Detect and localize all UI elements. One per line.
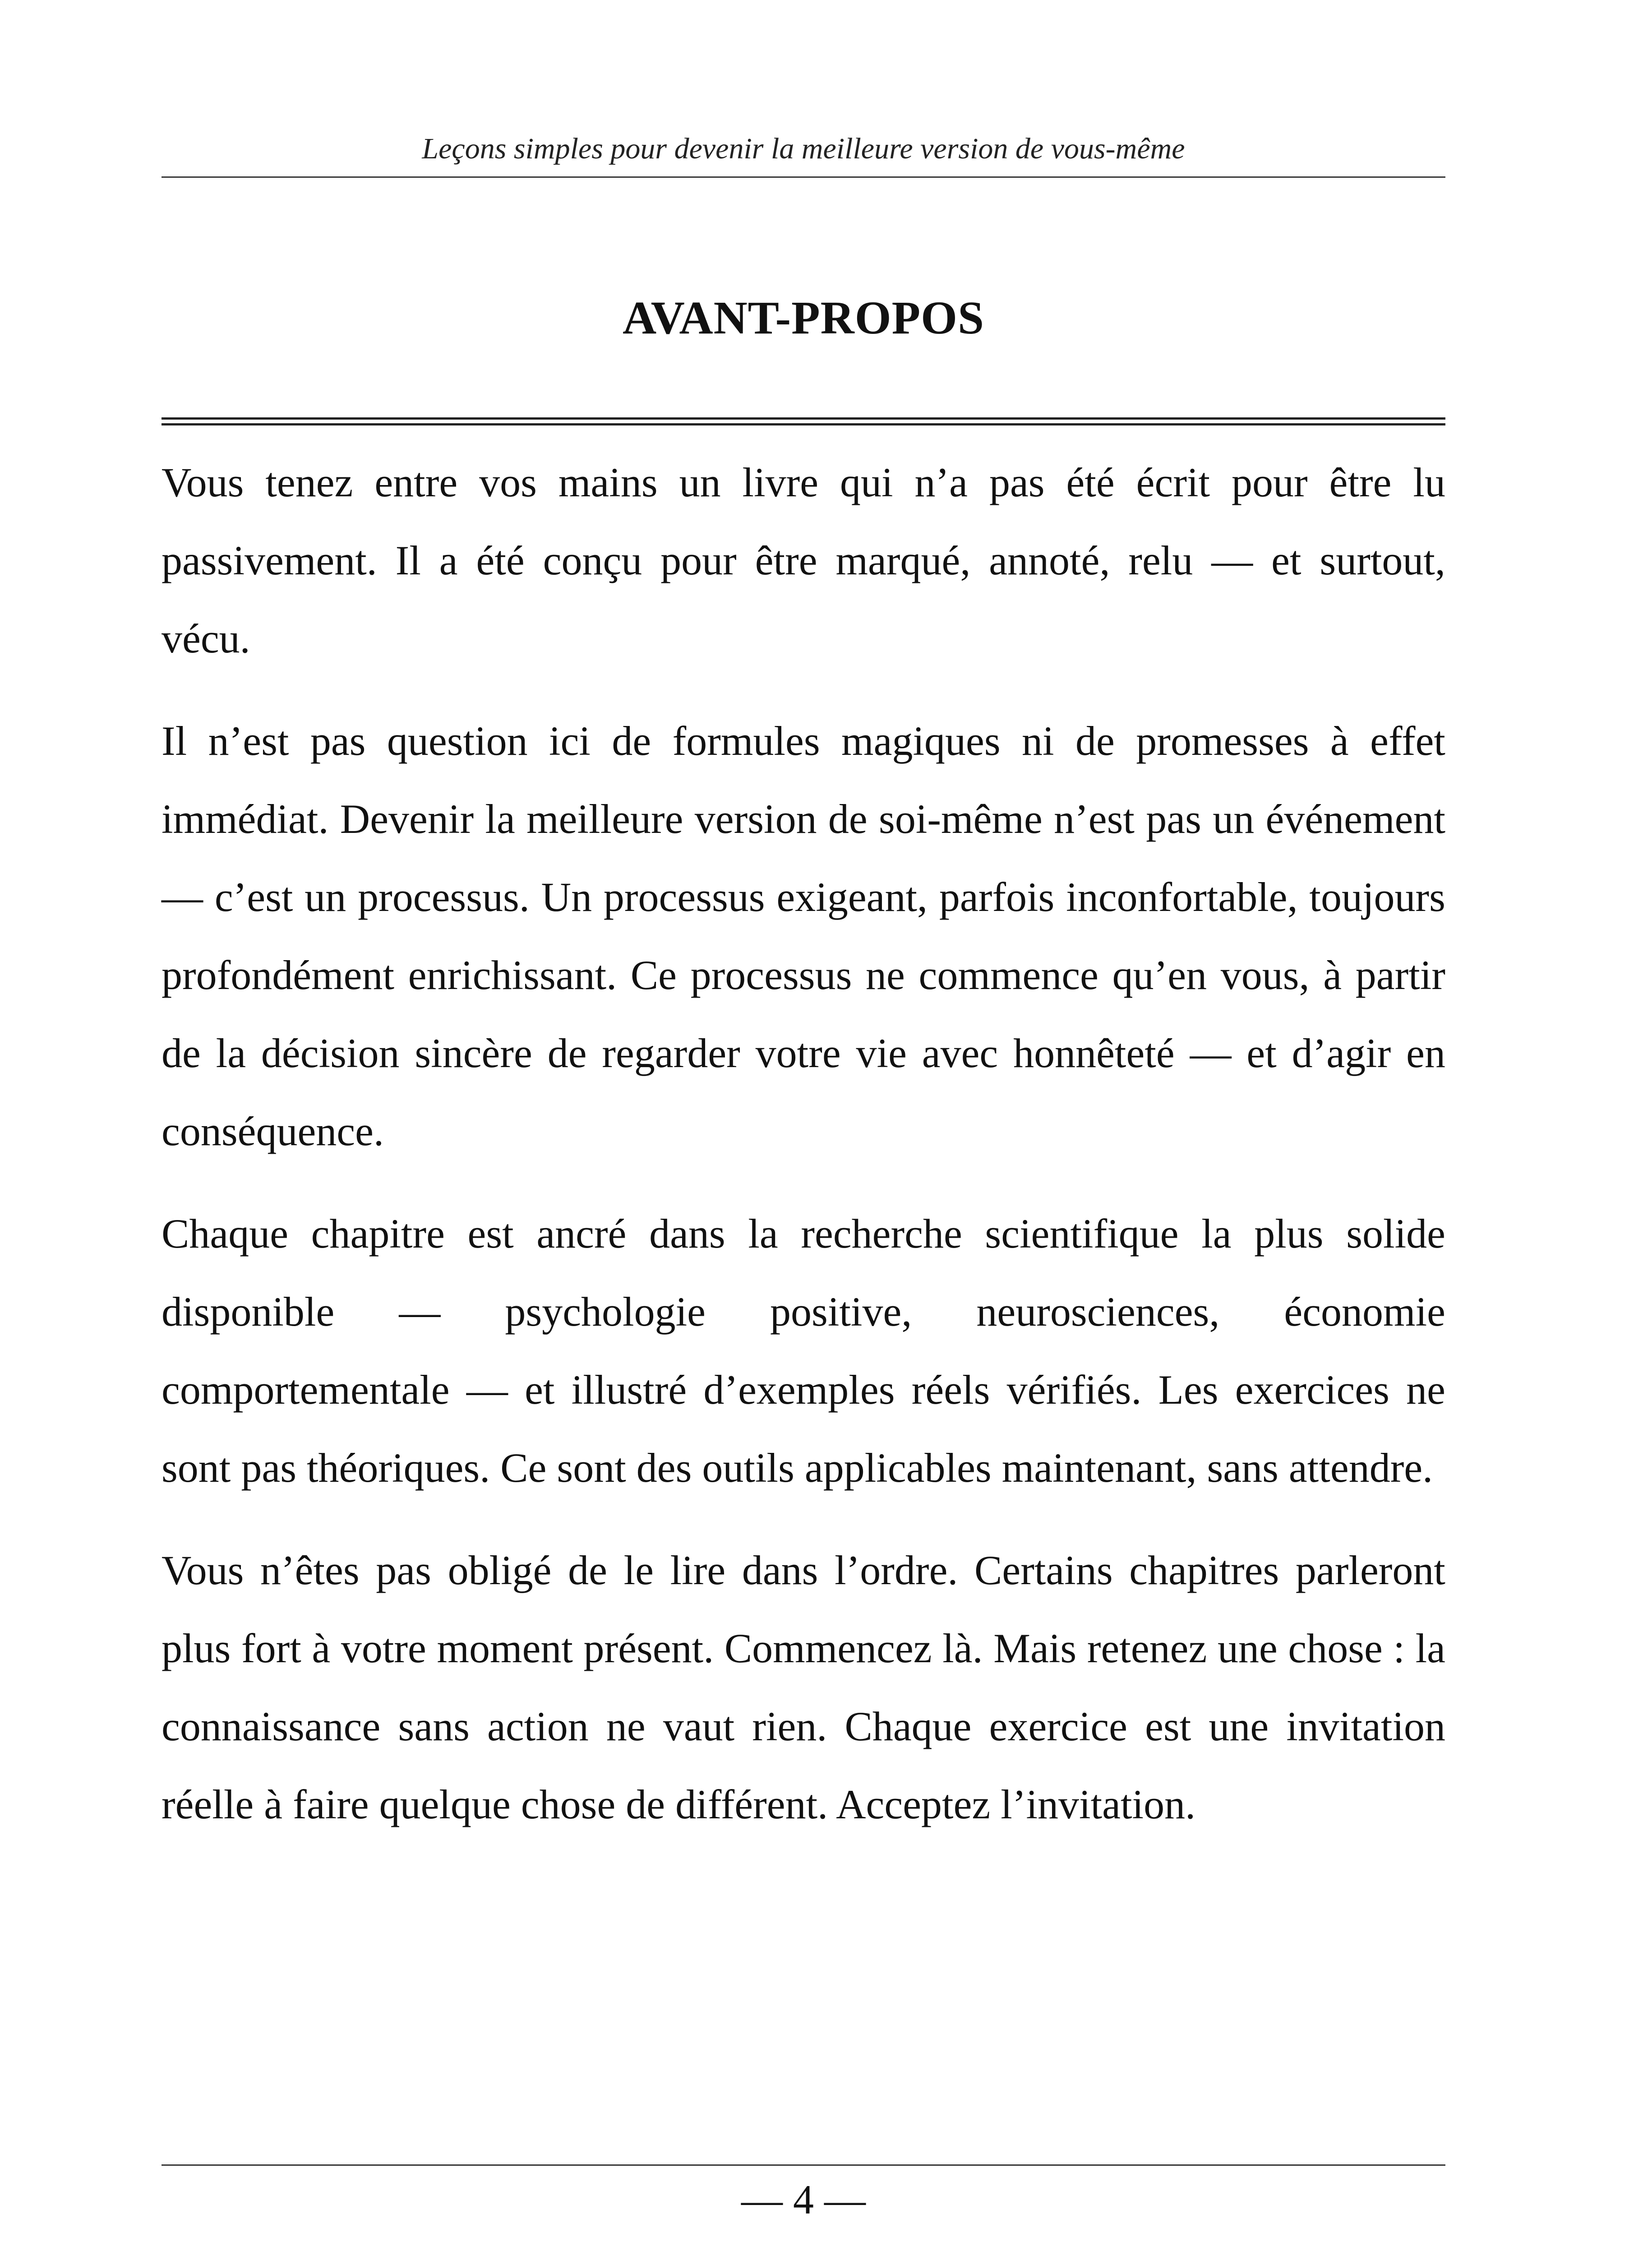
chapter-title: AVANT-PROPOS — [623, 292, 984, 344]
paragraph: Chaque chapitre est ancré dans la recherche scientifique la plus solide disponible — psychologie positive, neurosciences, économie comportementale — et illustré d’exemples réels vérifiés. Les exercices ne sont pas théoriques. Ce sont des outils applicables maintenant, sans attendre. — [162, 1211, 1445, 1491]
paragraph: Vous n’êtes pas obligé de le lire dans l’ordre. Certains chapitres parleront plus fort à votre moment présent. Commencez là. Mais retenez une chose : la connaissance sans action ne vaut rien. Chaque exercice est une invitation réelle à faire quelque chose de différent. Acceptez l’invitation. — [162, 1547, 1445, 1827]
running-header: Leçons simples pour devenir la meilleure version de vous-même — [422, 132, 1185, 165]
header-divider — [162, 176, 1445, 178]
title-double-divider — [162, 417, 1445, 425]
body-text — [162, 444, 1445, 1868]
paragraph: Vous tenez entre vos mains un livre qui n’a pas été écrit pour être lu passivement. Il a été conçu pour être marqué, annoté, relu — et surtout, vécu. — [162, 459, 1445, 661]
footer-divider — [162, 2164, 1445, 2166]
paragraph: Il n’est pas question ici de formules magiques ni de promesses à effet immédiat. Devenir la meilleure version de soi-même n’est pas un événement — c’est un processus. Un processus exigeant, parfois inconfortable, toujours profondément enrichissant. Ce processus ne commence qu’en vous, à partir de la décision sincère de regarder votre vie avec honnêteté — et d’agir en conséquence. — [162, 718, 1445, 1154]
page-number: — 4 — — [741, 2177, 866, 2223]
